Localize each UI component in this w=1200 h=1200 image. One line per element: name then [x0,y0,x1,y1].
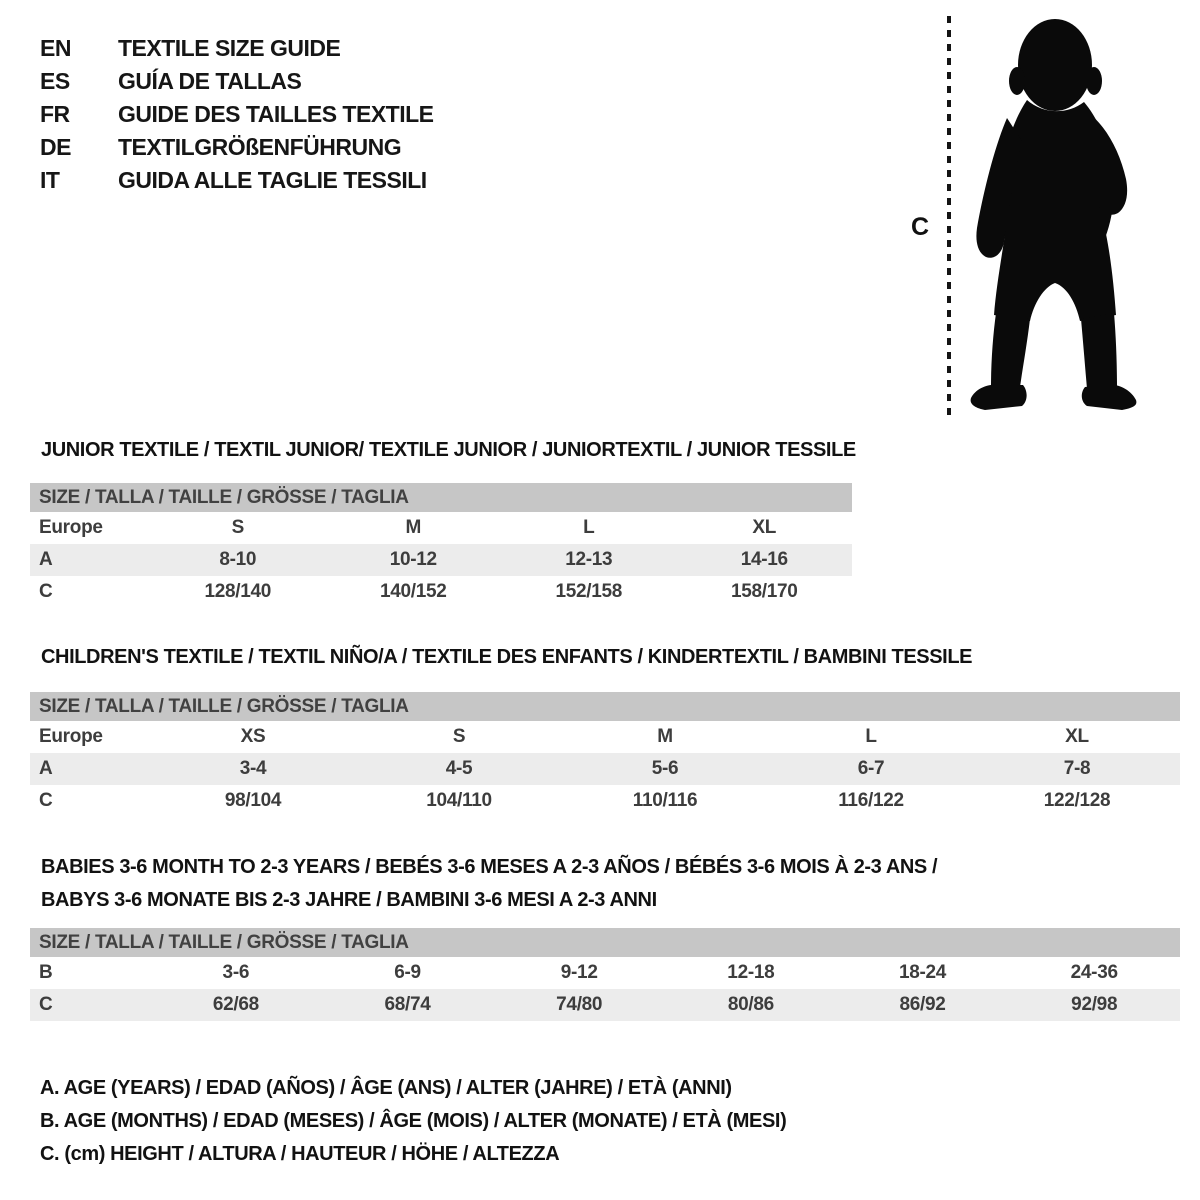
table-cell: 98/104 [224,790,282,811]
legend-line-a: A. AGE (YEARS) / EDAD (AÑOS) / ÂGE (ANS) / ALTER (JAHRE) / ETÀ (ANNI) [40,1077,732,1099]
table-cell: 62/68 [212,994,259,1015]
table-cell: 4-5 [445,758,473,779]
lang-label: GUIDA ALLE TAGLIE TESSILI [118,167,427,193]
table-cell: 24-36 [1070,962,1118,983]
lang-label: TEXTILGRÖßENFÜHRUNG [118,134,402,160]
section-title-line: BABIES 3-6 MONTH TO 2-3 YEARS / BEBÉS 3-6 MESES A 2-3 AÑOS / BÉBÉS 3-6 MOIS À 2-3 ANS / [41,856,938,878]
table-cell: 6-7 [857,758,885,779]
table-cell: 86/92 [899,994,946,1015]
table-row-height [30,576,852,608]
height-dashed-line [947,16,951,418]
table-cell: 3-6 [222,962,250,983]
lang-label: TEXTILE SIZE GUIDE [118,35,341,61]
children-section-title [41,641,972,674]
table-header-row [30,721,1180,753]
table-cell: 104/110 [426,790,492,811]
header-cell-region: Europe [39,726,103,747]
lang-label: GUÍA DE TALLAS [118,68,302,94]
size-bar: SIZE / TALLA / TAILLE / GRÖSSE / TAGLIA [30,692,1180,721]
table-cell: 158/170 [730,581,798,602]
height-measure-label: C [911,213,930,241]
lang-row-it [40,164,434,197]
section-title-line: CHILDREN'S TEXTILE / TEXTIL NIÑO/A / TEXTILE DES ENFANTS / KINDERTEXTIL / BAMBINI TESSILE [41,646,973,668]
header-cell-size: M [657,726,673,747]
header-cell-region: Europe [39,517,103,538]
size-bar: SIZE / TALLA / TAILLE / GRÖSSE / TAGLIA [30,928,1180,957]
table-cell: 18-24 [898,962,947,983]
table-row-height [30,989,1180,1021]
lang-label: GUIDE DES TAILLES TEXTILE [118,101,434,127]
table-row-age [30,544,852,576]
lang-row-de [40,131,434,164]
lang-row-es [40,65,434,98]
row-label: A [39,758,53,779]
lang-row-fr [40,98,434,131]
lang-code: EN [40,35,71,61]
table-row-height [30,785,1180,817]
section-title-line: BABYS 3-6 MONATE BIS 2-3 JAHRE / BAMBINI 3-6 MESI A 2-3 ANNI [41,889,657,911]
table-cell: 68/74 [384,994,431,1015]
table-cell: 10-12 [389,549,437,570]
table-cell: 9-12 [560,962,598,983]
row-label: A [39,549,53,570]
table-cell: 3-4 [239,758,267,779]
table-cell: 122/128 [1043,790,1111,811]
lang-code: FR [40,101,70,127]
header-cell-size: XS [240,726,266,747]
junior-section-title [41,434,856,467]
table-cell: 12-18 [727,962,775,983]
table-cell: 7-8 [1063,758,1091,779]
header-cell-size: L [865,726,877,747]
babies-section-title [41,851,937,917]
language-legend [40,32,434,197]
row-label: C [39,581,53,602]
legend-line-c: C. (cm) HEIGHT / ALTURA / HAUTEUR / HÖHE / ALTEZZA [40,1143,560,1165]
header-cell-size: S [452,726,466,747]
table-cell: 6-9 [394,962,421,983]
table-cell: 140/152 [379,581,447,602]
lang-code: DE [40,134,71,160]
table-row-months [30,957,1180,989]
measurement-legend [40,1072,786,1171]
size-bar: SIZE / TALLA / TAILLE / GRÖSSE / TAGLIA [30,483,852,512]
table-cell: 116/122 [838,790,904,811]
table-cell: 152/158 [555,581,623,602]
table-cell: 5-6 [651,758,679,779]
lang-code: ES [40,68,70,94]
table-cell: 12-13 [565,549,613,570]
lang-row-en [40,32,434,65]
header-cell-size: XL [752,517,777,538]
toddler-silhouette-icon [963,14,1149,424]
table-cell: 110/116 [632,790,698,811]
header-cell-size: L [583,517,595,538]
table-cell: 128/140 [204,581,272,602]
table-row-age [30,753,1180,785]
row-label: C [39,994,53,1015]
babies-size-table [30,928,1180,1021]
header-cell-size: S [231,517,244,538]
section-title-line: JUNIOR TEXTILE / TEXTIL JUNIOR/ TEXTILE JUNIOR / JUNIORTEXTIL / JUNIOR TESSILE [41,439,856,461]
children-size-table [30,692,1180,817]
table-header-row [30,512,852,544]
table-cell: 74/80 [556,994,603,1015]
row-label: C [39,790,53,811]
legend-line-b: B. AGE (MONTHS) / EDAD (MESES) / ÂGE (MOIS) / ALTER (MONATE) / ETÀ (MESI) [40,1110,787,1132]
header-cell-size: M [405,517,422,538]
lang-code: IT [40,167,60,193]
table-cell: 92/98 [1071,994,1118,1015]
table-cell: 14-16 [740,549,788,570]
table-cell: 8-10 [219,549,257,570]
row-label: B [39,962,53,983]
header-cell-size: XL [1065,726,1089,747]
junior-size-table [30,483,852,608]
table-cell: 80/86 [727,994,774,1015]
